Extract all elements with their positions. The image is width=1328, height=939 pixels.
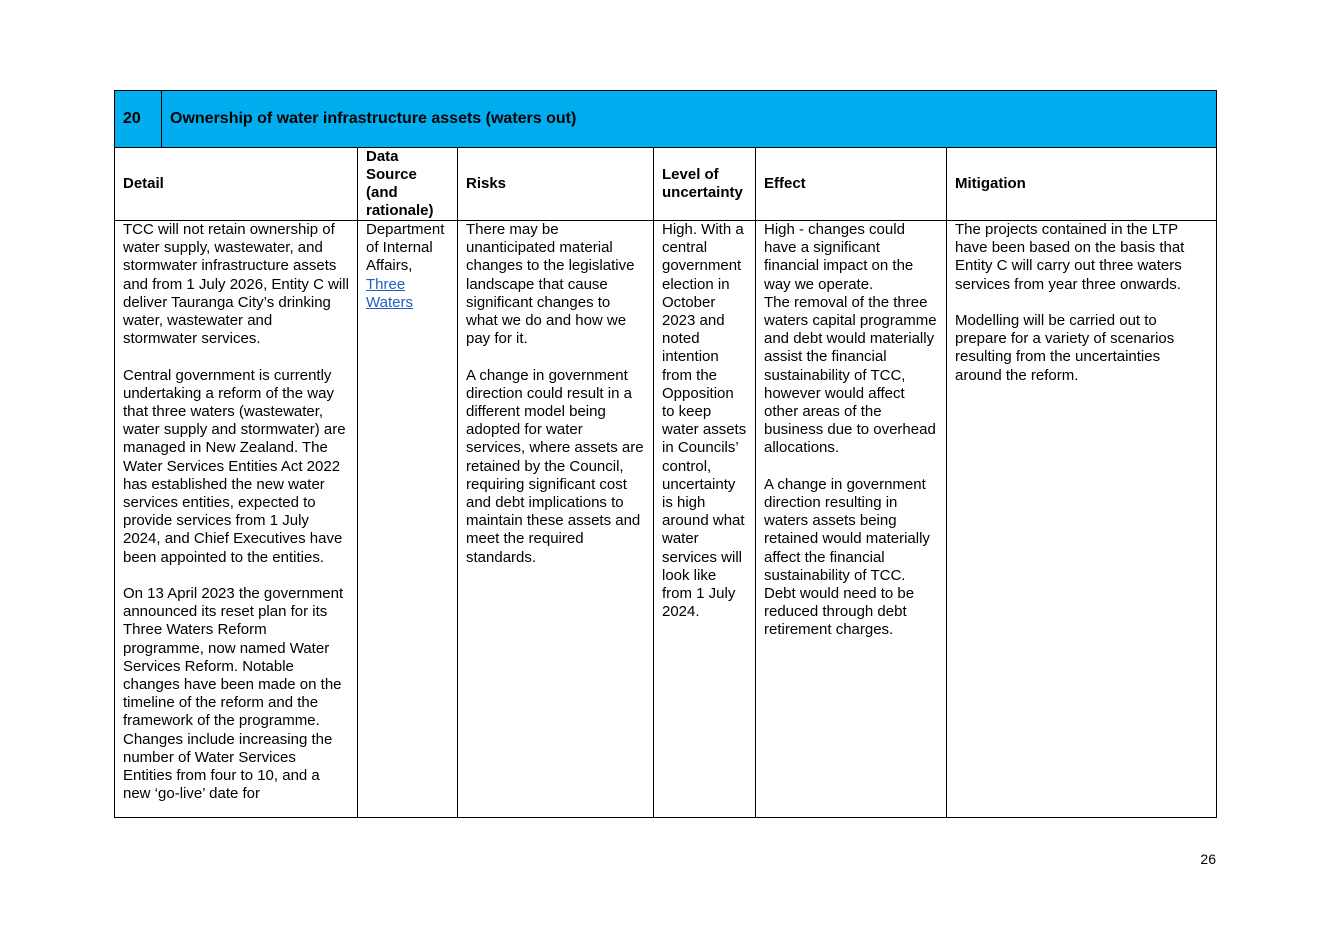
effect-paragraph: High - changes could have a significant financial impact on the way we operate. — [764, 221, 914, 293]
effect-paragraph: The removal of the three waters capital programme and debt would materially assist the financial sustainability of TCC, however would affect other areas of the business due to overhead allocations. — [764, 293, 937, 457]
column-header-mitigation: Mitigation — [947, 148, 1217, 221]
risks-paragraph: A change in government direction could result in a different model being adopted for water services, where assets are retained by the Council, requiring significant cost and debt implications to maintain these assets and meet the required standards. — [466, 366, 644, 566]
column-header-effect: Effect — [756, 148, 947, 221]
column-header-detail: Detail — [115, 148, 358, 221]
column-header-risks: Risks — [458, 148, 654, 221]
section-title: Ownership of water infrastructure assets (waters out) — [162, 91, 1217, 148]
mitigation-paragraph: The projects contained in the LTP have been based on the basis that Entity C will carry out three waters services from year three onwards. — [955, 221, 1185, 293]
effect-paragraph: A change in government direction resulting in waters assets being retained would materially affect the financial sustainability of TCC. Debt would need to be reduced through debt retirement charges. — [764, 475, 930, 639]
table-row — [115, 221, 1217, 818]
risk-assumption-table — [114, 90, 1217, 818]
mitigation-paragraph: Modelling will be carried out to prepare for a variety of scenarios resulting from the uncertainties around the reform. — [955, 312, 1175, 384]
data-source-cell — [358, 221, 458, 818]
mitigation-cell — [947, 221, 1217, 818]
column-header-uncertainty: Level of uncertainty — [654, 148, 756, 221]
detail-paragraph: Central government is currently undertaking a reform of the way that three waters (wastewater, water supply and stormwater) are managed in New Zealand. The Water Services Entities Act 2022 has established the new water services entities, expected to provide services from 1 July 2024, and Chief Executives have been appointed to the entities. — [123, 366, 346, 566]
effect-cell — [756, 221, 947, 818]
three-waters-link[interactable]: Three Waters — [366, 275, 413, 311]
section-number: 20 — [115, 91, 162, 148]
detail-paragraph: On 13 April 2023 the government announced its reset plan for its Three Waters Reform programme, now named Water Services Reform. Notable changes have been made on the timeline of the reform and the framework of the programme. Changes include increasing the number of Water Services Entities from four to 10, and a new ‘go-live’ date for — [123, 585, 344, 803]
column-header-row — [115, 148, 1217, 221]
risks-paragraph: There may be unanticipated material changes to the legislative landscape that cause significant changes to what we do and how we pay for it. — [466, 221, 635, 348]
column-header-data-source: Data Source (and rationale) — [358, 148, 458, 221]
detail-paragraph: TCC will not retain ownership of water supply, wastewater, and stormwater infrastructure assets and from 1 July 2026, Entity C will deliver Tauranga City’s drinking water, wastewater and stormwater services. — [123, 221, 349, 348]
uncertainty-cell — [654, 221, 756, 818]
risks-cell — [458, 221, 654, 818]
section-title-row — [115, 91, 1217, 148]
uncertainty-text: High. With a central government election in October 2023 and noted intention from the Opposition to keep water assets in Councils’ control, uncertainty is high around what water services will look like from 1 July 2024. — [662, 221, 747, 621]
detail-cell — [115, 221, 358, 818]
data-source-text: Department of Internal Affairs, — [366, 221, 445, 275]
page-number: 26 — [1200, 851, 1216, 867]
